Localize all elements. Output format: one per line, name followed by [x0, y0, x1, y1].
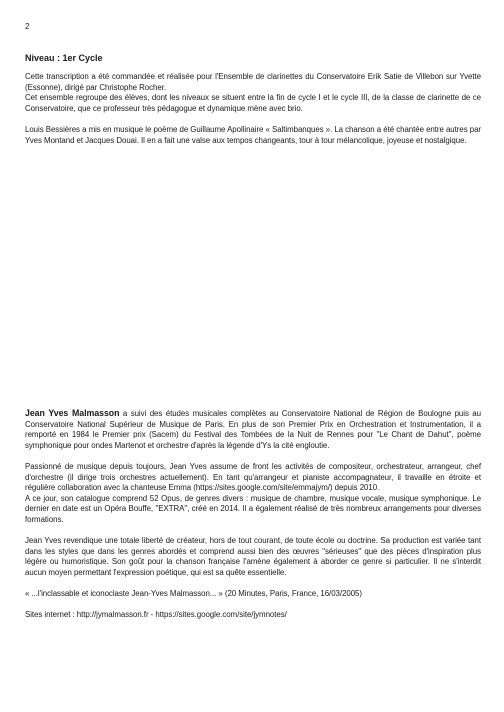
author-name: Jean Yves Malmasson	[25, 408, 120, 418]
intro-section	[25, 72, 481, 146]
biography-section	[25, 408, 481, 621]
bio-paragraph-1	[25, 408, 481, 451]
bio-paragraph-1-text: a suivi des études musicales complètes au Conservatoire National de Région de Boulogne puis au Conservatoire National Supérieur de Musique de Paris. En plus de son Premier Prix en Orchestration et Instrumentation, il a remporté en 1984 le Premier prix (Sacem) du Festival des Tombées de la Nuit de Rennes pour "Le Chant de Dahut", poème symphonique pour ondes Martenot et orchestre d'après la légende d'Ys la cité engloutie.	[25, 409, 481, 450]
bio-paragraph-4: Jean Yves revendique une totale liberté de créateur, hors de tout courant, de toute école ou doctrine. Sa production est variée tant dans les styles que dans les genres abordés et comprend aussi bien des œuvres "sérieuses" que des pièces d'inspiration plus légère ou humoristique. Son goût pour la chanson française l'amène également à aborder ce genre si particulier. Il ne s'interdit aucun moyen permettant l'expression poétique, qui est sa quête essentielle.	[25, 536, 481, 577]
intro-paragraph-2: Cet ensemble regroupe des élèves, dont les niveaux se situent entre la fin de cycle I et le cycle III, de la classe de clarinette de ce Conservatoire, que ce professeur très pédagogue et dynamique mène avec brio.	[25, 93, 481, 113]
intro-paragraph-1: Cette transcription a été commandée et réalisée pour l'Ensemble de clarinettes du Conservatoire Erik Satie de Villebon sur Yvette (Essonne), dirigé par Christophe Rocher.	[25, 72, 481, 92]
bio-paragraph-2: Passionné de musique depuis toujours, Jean Yves assume de front les activités de compositeur, orchestrateur, arrangeur, chef d'orchestre (il dirige trois orchestres actuellement). En tant qu'arrangeur et pianiste accompagnateur, il travaille en étroite et régulière collaboration avec la chanteuse Emma (https://sites.google.com/site/emmajym/) depuis 2010.	[25, 461, 481, 493]
websites-line: Sites internet : http://jymalmasson.fr - https://sites.google.com/site/jymnotes/	[25, 610, 287, 620]
page-number: 2	[25, 22, 30, 31]
press-quote: « ...l'inclassable et iconoclaste Jean-Yves Malmasson... » (20 Minutes, Paris, France, 16/03/2005)	[25, 589, 362, 599]
level-heading: Niveau : 1er Cycle	[25, 53, 103, 63]
intro-paragraph-3: Louis Bessières a mis en musique le poème de Guillaume Apollinaire « Saltimbanques ». La chanson a été chantée entre autres par Yves Montand et Jacques Douai. Il en a fait une valse aux tempos changeants, tour à tour mélancolique, joyeuse et nostalgique.	[25, 124, 481, 145]
bio-paragraph-3: A ce jour, son catalogue comprend 52 Opus, de genres divers : musique de chambre, musique vocale, musique symphonique. Le dernier en date est un Opéra Bouffe, "EXTRA", créé en 2014. Il a également réalisé de très nombreux arrangements pour diverses formations.	[25, 493, 481, 524]
